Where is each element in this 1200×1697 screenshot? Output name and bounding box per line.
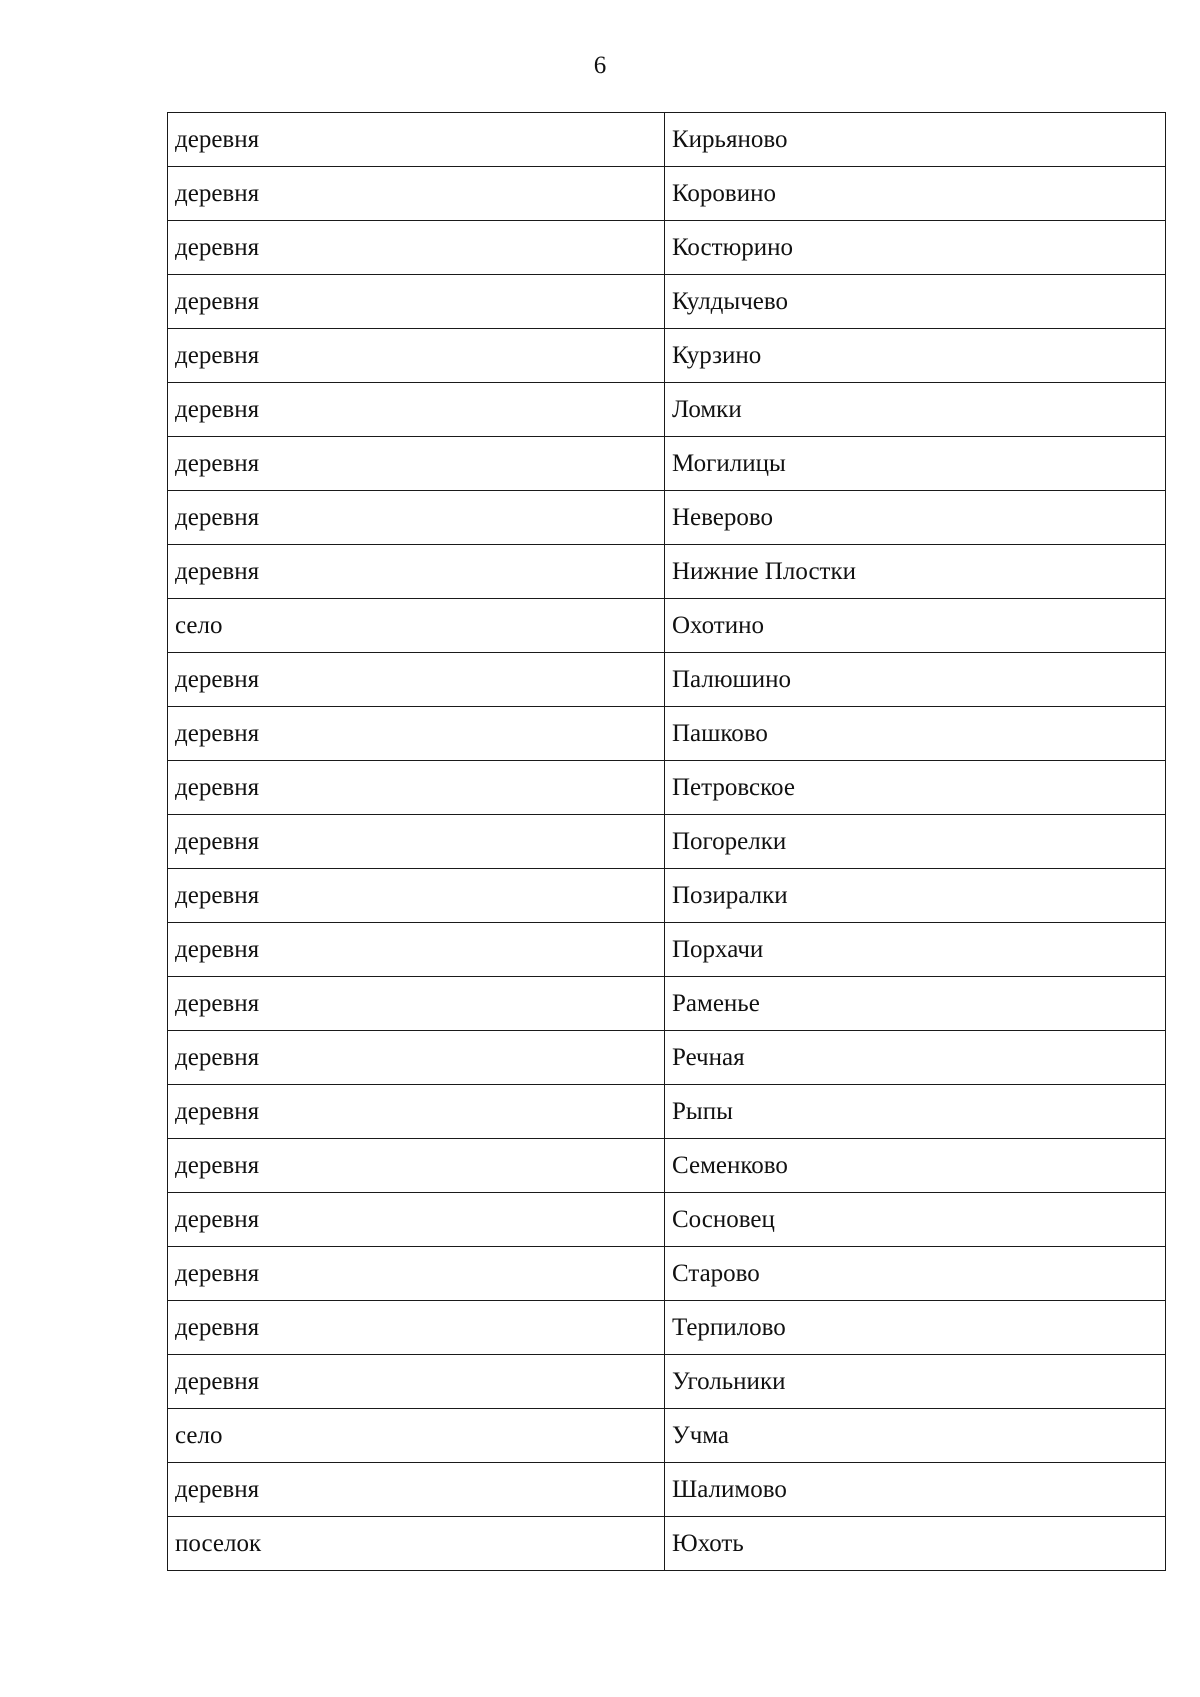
settlement-name-cell: Петровское	[665, 761, 1166, 815]
settlement-type-cell: поселок	[168, 1517, 665, 1571]
table-row	[168, 599, 1166, 653]
settlement-name-cell: Курзино	[665, 329, 1166, 383]
settlement-name-cell: Учма	[665, 1409, 1166, 1463]
table-row	[168, 1085, 1166, 1139]
settlement-name-cell: Угольники	[665, 1355, 1166, 1409]
table-row	[168, 1247, 1166, 1301]
settlement-type-cell: деревня	[168, 1139, 665, 1193]
table-row	[168, 1355, 1166, 1409]
table-row	[168, 437, 1166, 491]
table-row	[168, 707, 1166, 761]
settlement-type-cell: деревня	[168, 545, 665, 599]
settlement-type-cell: деревня	[168, 383, 665, 437]
settlement-name-cell: Юхоть	[665, 1517, 1166, 1571]
settlement-name-cell: Пашково	[665, 707, 1166, 761]
settlement-name-cell: Рыпы	[665, 1085, 1166, 1139]
table-row	[168, 815, 1166, 869]
settlement-type-cell: деревня	[168, 1085, 665, 1139]
table-row	[168, 1463, 1166, 1517]
settlement-type-cell: деревня	[168, 869, 665, 923]
settlement-type-cell: село	[168, 1409, 665, 1463]
settlements-table	[167, 112, 1166, 1571]
settlement-type-cell: деревня	[168, 815, 665, 869]
settlement-type-cell: деревня	[168, 221, 665, 275]
settlement-type-cell: деревня	[168, 491, 665, 545]
settlement-name-cell: Кирьяново	[665, 113, 1166, 167]
settlement-type-cell: деревня	[168, 437, 665, 491]
settlement-name-cell: Неверово	[665, 491, 1166, 545]
settlement-name-cell: Палюшино	[665, 653, 1166, 707]
table-row	[168, 1517, 1166, 1571]
settlement-name-cell: Речная	[665, 1031, 1166, 1085]
settlement-name-cell: Сосновец	[665, 1193, 1166, 1247]
page-number: 6	[593, 52, 607, 79]
settlement-name-cell: Семенково	[665, 1139, 1166, 1193]
settlement-name-cell: Порхачи	[665, 923, 1166, 977]
settlement-type-cell: деревня	[168, 1463, 665, 1517]
settlement-name-cell: Костюрино	[665, 221, 1166, 275]
settlement-name-cell: Кулдычево	[665, 275, 1166, 329]
settlement-type-cell: деревня	[168, 653, 665, 707]
table-row	[168, 221, 1166, 275]
settlement-type-cell: деревня	[168, 1193, 665, 1247]
table-row	[168, 1193, 1166, 1247]
table-row	[168, 113, 1166, 167]
table-row	[168, 329, 1166, 383]
settlement-type-cell: деревня	[168, 1301, 665, 1355]
settlement-type-cell: деревня	[168, 1247, 665, 1301]
settlement-name-cell: Позиралки	[665, 869, 1166, 923]
settlement-name-cell: Нижние Плостки	[665, 545, 1166, 599]
settlement-type-cell: деревня	[168, 1355, 665, 1409]
settlement-name-cell: Раменье	[665, 977, 1166, 1031]
table-body	[168, 113, 1166, 1571]
settlement-type-cell: деревня	[168, 707, 665, 761]
settlement-name-cell: Охотино	[665, 599, 1166, 653]
settlement-type-cell: деревня	[168, 167, 665, 221]
table-row	[168, 167, 1166, 221]
table-row	[168, 275, 1166, 329]
table-row	[168, 653, 1166, 707]
settlement-name-cell: Терпилово	[665, 1301, 1166, 1355]
settlement-type-cell: деревня	[168, 761, 665, 815]
table-row	[168, 383, 1166, 437]
settlement-type-cell: деревня	[168, 923, 665, 977]
settlement-name-cell: Могилицы	[665, 437, 1166, 491]
settlement-type-cell: деревня	[168, 977, 665, 1031]
settlement-name-cell: Коровино	[665, 167, 1166, 221]
table-row	[168, 491, 1166, 545]
settlement-type-cell: село	[168, 599, 665, 653]
settlement-name-cell: Шалимово	[665, 1463, 1166, 1517]
settlement-name-cell: Старово	[665, 1247, 1166, 1301]
settlement-type-cell: деревня	[168, 113, 665, 167]
settlement-type-cell: деревня	[168, 1031, 665, 1085]
settlement-type-cell: деревня	[168, 275, 665, 329]
settlement-name-cell: Погорелки	[665, 815, 1166, 869]
table-row	[168, 761, 1166, 815]
table-row	[168, 1301, 1166, 1355]
settlement-type-cell: деревня	[168, 329, 665, 383]
table-row	[168, 977, 1166, 1031]
table-row	[168, 1031, 1166, 1085]
table-row	[168, 1139, 1166, 1193]
table-row	[168, 1409, 1166, 1463]
table-row	[168, 869, 1166, 923]
table-row	[168, 545, 1166, 599]
settlement-name-cell: Ломки	[665, 383, 1166, 437]
table-row	[168, 923, 1166, 977]
